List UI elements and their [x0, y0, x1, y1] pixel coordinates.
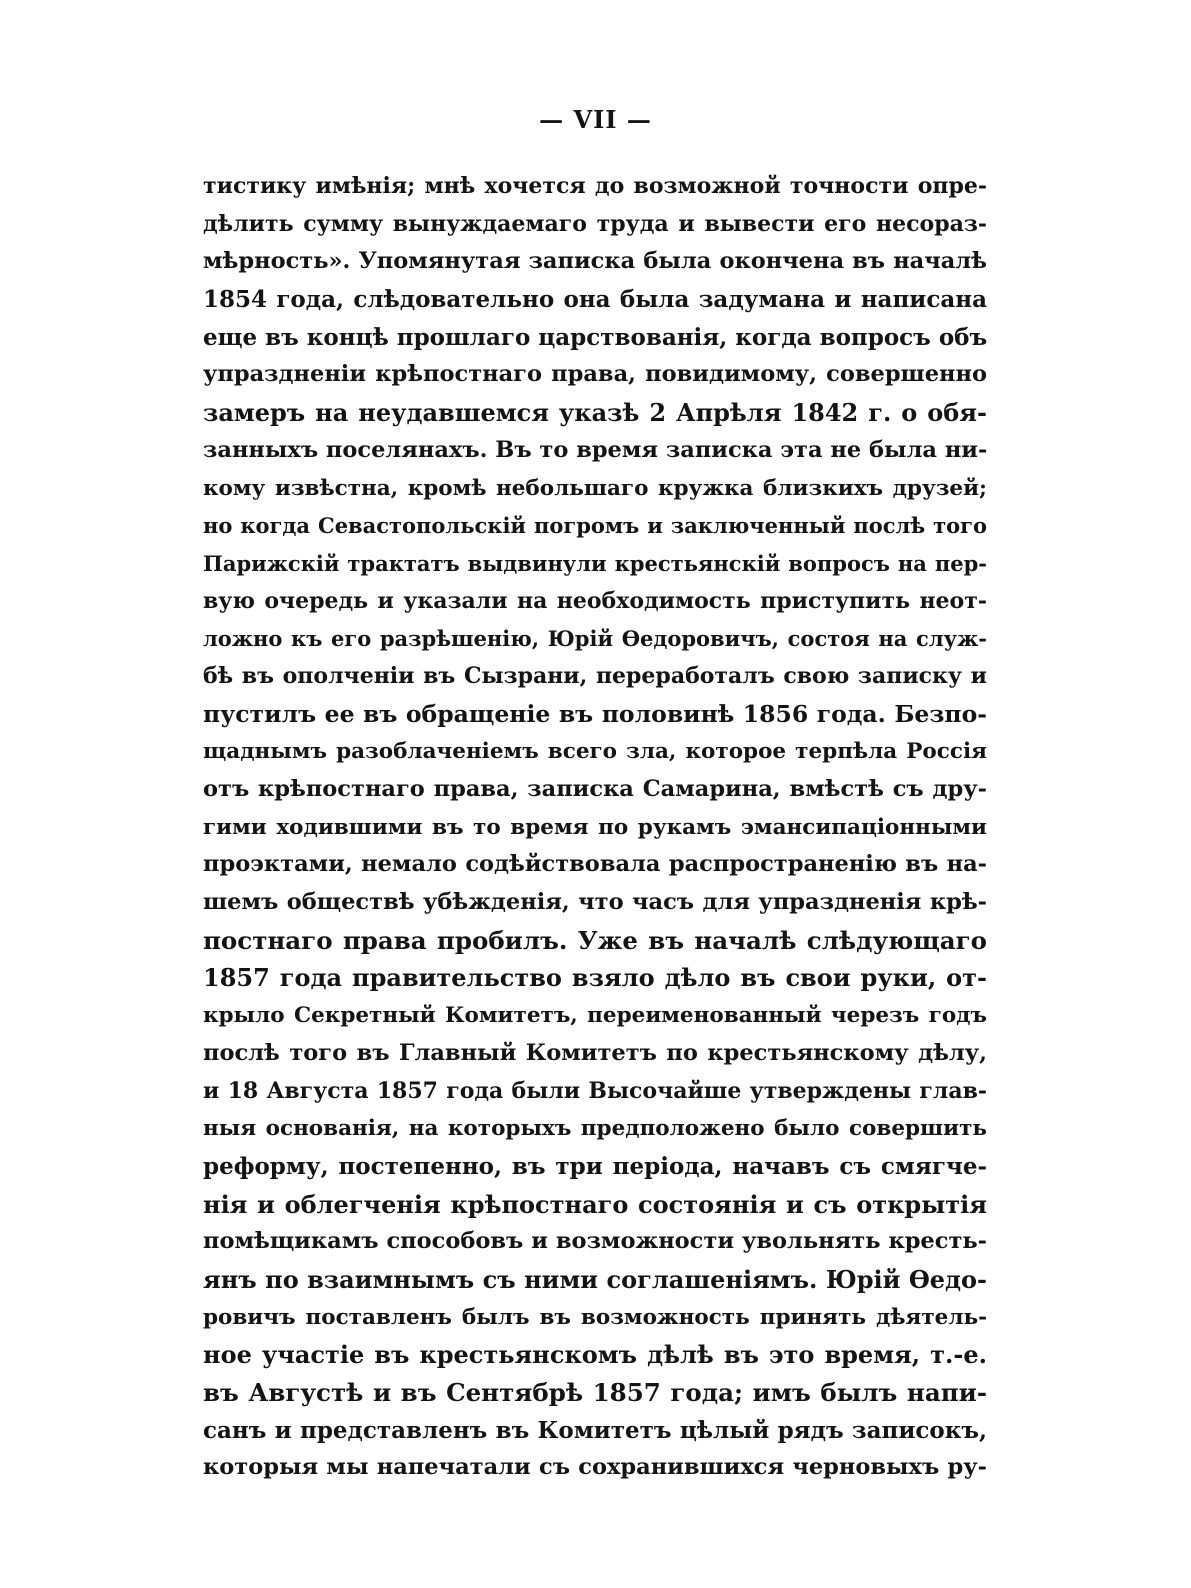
text-line: 1857 года правительство взяло дѣло въ свои руки, от- — [203, 963, 987, 993]
text-line: мѣрность». Упомянутая записка была окончена въ началѣ — [203, 248, 987, 275]
text-line: реформу, постепенно, въ три періода, начавъ съ смягче- — [203, 1152, 987, 1180]
text-line: шемъ обществѣ убѣжденія, что часъ для упраздненія крѣ- — [203, 889, 987, 916]
text-line: ное участіе въ крестьянскомъ дѣлѣ въ это время, т.-е. — [203, 1340, 987, 1370]
text-line: помѣщикамъ способовъ и возможности увольнять кресть- — [203, 1228, 987, 1255]
text-line: проэктами, немало содѣйствовала распространенію въ на- — [203, 851, 987, 878]
text-line: гими ходившими въ то время по рукамъ эмансипаціонными — [203, 814, 987, 840]
text-line: вую очередь и указали на необходимость приступить неот- — [203, 587, 987, 614]
text-line: кому извѣстна, кромѣ небольшаго кружка близкихъ друзей; — [203, 475, 987, 501]
text-line: бѣ въ ополченіи въ Сызрани, переработалъ свою записку и — [203, 662, 987, 689]
text-line: занныхъ поселянахъ. Въ то время записка эта не была ни- — [203, 436, 987, 463]
page-number: — VII — — [539, 105, 652, 134]
text-line: упраздненіи крѣпостнаго права, повидимому, совершенно — [203, 361, 987, 388]
text-line: замеръ на неудавшемся указѣ 2 Апрѣля 1842 г. о обя- — [203, 398, 987, 428]
text-line: которыя мы напечатали съ сохранившихся черновыхъ ру- — [203, 1454, 987, 1481]
text-line: послѣ того въ Главный Комитетъ по крестьянскому дѣлу, — [203, 1039, 987, 1066]
text-line: отъ крѣпостнаго права, записка Самарина, вмѣстѣ съ дру- — [203, 776, 987, 802]
text-line: Парижскій трактатъ выдвинули крестьянскій вопросъ на пер- — [203, 550, 987, 576]
text-line: еще въ концѣ прошлаго царствованія, когда вопросъ объ — [203, 323, 987, 351]
text-line: ныя основанія, на которыхъ предположено было совершить — [203, 1116, 987, 1142]
text-line: постнаго права пробилъ. Уже въ началѣ слѣдующаго — [203, 925, 987, 955]
text-line: и 18 Августа 1857 года были Высочайше утверждены глав- — [203, 1077, 987, 1104]
text-line: нія и облегченія крѣпостнаго состоянія и съ открытія — [203, 1189, 987, 1219]
text-line: крыло Секретный Комитетъ, переименованный черезъ годъ — [203, 1003, 987, 1029]
text-line: но когда Севастопольскій погромъ и заключенный послѣ того — [203, 513, 987, 539]
text-line: въ Августѣ и въ Сентябрѣ 1857 года; имъ былъ напи- — [203, 1378, 987, 1407]
text-line: ровичъ поставленъ былъ въ возможность принять дѣятель- — [203, 1304, 987, 1330]
text-line: санъ и представленъ въ Комитетъ цѣлый рядъ записокъ, — [203, 1416, 987, 1444]
text-line: тистику имѣнія; мнѣ хочется до возможной точности опре- — [203, 173, 987, 199]
text-line: 1854 года, слѣдовательно она была задумана и написана — [203, 286, 987, 314]
text-line: дѣлить сумму вынуждаемаго труда и вывести его несораз- — [203, 210, 987, 237]
text-line: ложно къ его разрѣшенію, Юрій Өедоровичъ, состоя на служ- — [203, 626, 987, 652]
text-line: пустилъ ее въ обращеніе въ половинѣ 1856 года. Безпо- — [203, 699, 987, 728]
body-text — [203, 168, 987, 1487]
text-line: янъ по взаимнымъ съ ними соглашеніямъ. Юрій Өедо- — [203, 1264, 987, 1294]
text-line: щаднымъ разоблаченіемъ всего зла, которое терпѣла Россія — [203, 739, 987, 765]
